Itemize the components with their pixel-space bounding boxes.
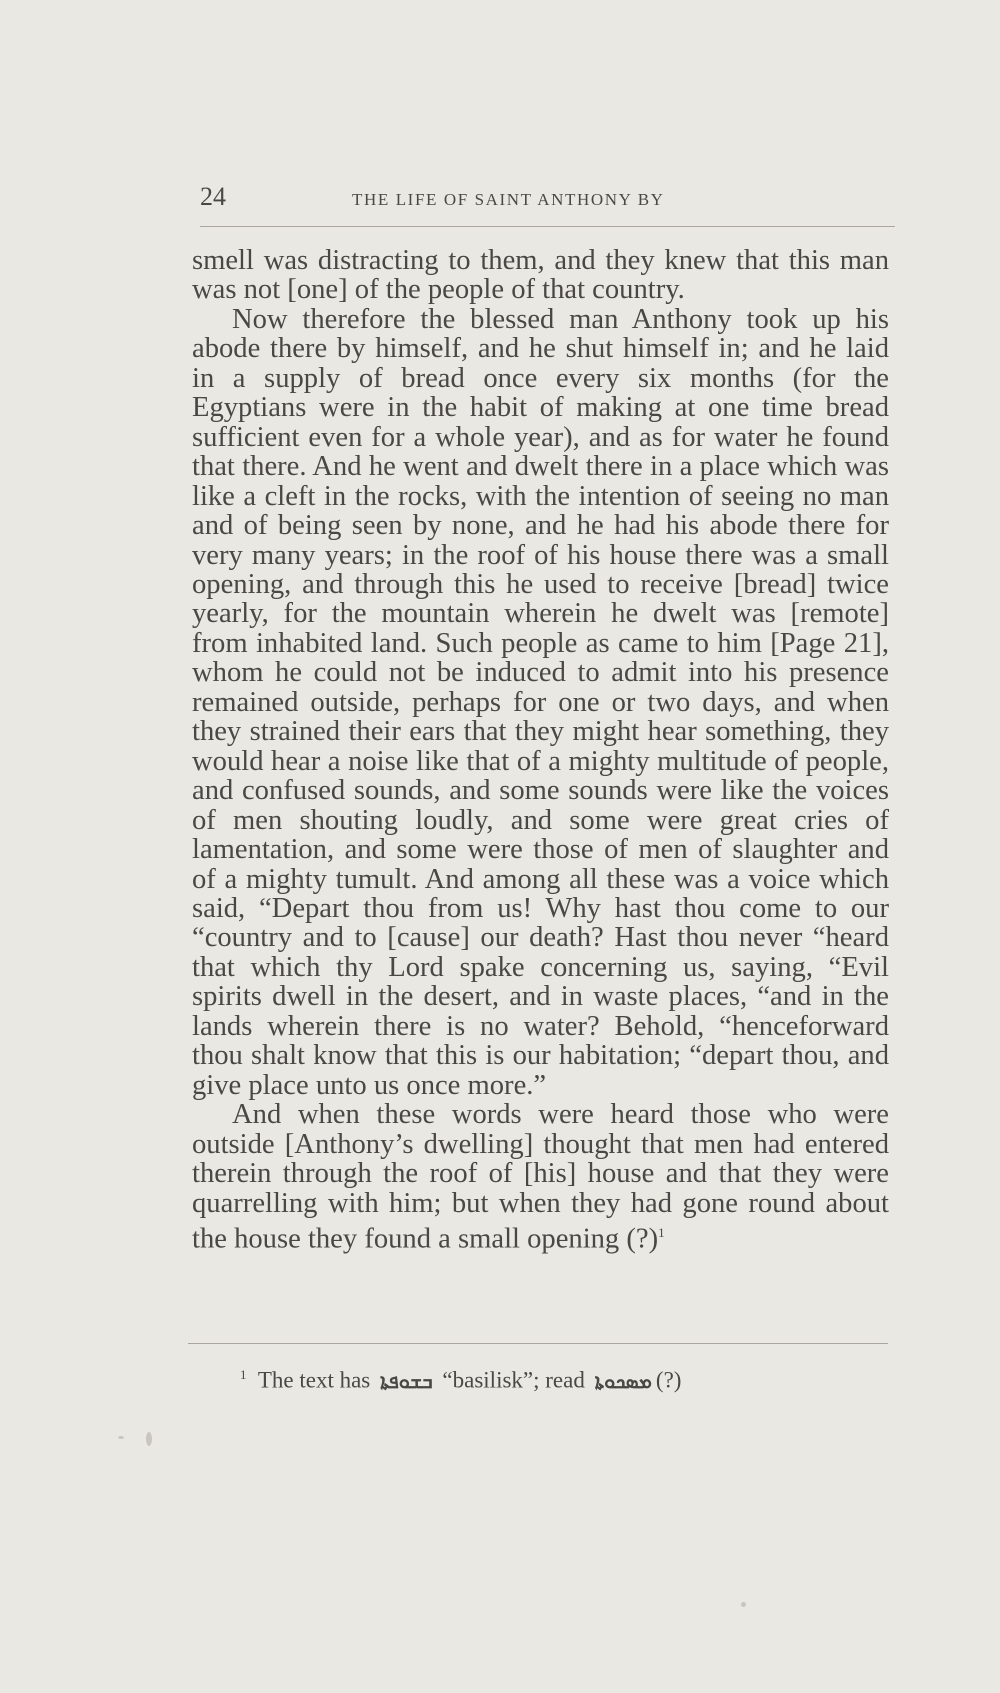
footnote-text: “basilisk”; read	[442, 1367, 585, 1393]
footnote-mark: 1	[240, 1367, 247, 1382]
paper-fleck	[118, 1436, 124, 1439]
paragraph: Now therefore the blessed man Anthony took up his abode there by himself, and he shut himself in; and he laid in a supply of bread once every six months (for the Egyptians were in the habit of making at one time bread sufficient even for a whole year), and as for water he found that there. And he went and dwelt there in a place which was like a cleft in the rocks, with the intention of seeing no man and of being seen by none, and he had his abode there for very many years; in the roof of his house there was a small opening, and through this he used to receive [bread] twice yearly, for the mountain wherein he dwelt was [remote] from inhabited land. Such people as came to him [Page 21], whom he could not be induced to admit into his presence remained outside, perhaps for one or two days, and when they strained their ears that they might hear something, they would hear a noise like that of a mighty multitude of people, and confused sounds, and some sounds were like the voices of men shouting loudly, and some were great cries of lamentation, and some were those of men of slaughter and of a mighty tumult. And among all these was a voice which said, “Depart thou from us! Why hast thou come to our “country and to [cause] our death? Hast thou never “heard that which thy Lord spake concerning us, saying, “Evil spirits dwell in the desert, and in waste places, “and in the lands wherein there is no water? Behold, “henceforward thou shalt know that this is our habitation; “depart thou, and give place unto us once more.”	[192, 303, 889, 1101]
running-head: THE LIFE OF SAINT ANTHONY BY	[352, 190, 665, 209]
paragraph-continued: smell was distracting to them, and they knew that this man was not [one] of the people of that country.	[192, 245, 889, 306]
paragraph-text: And when these words were heard those who were outside [Anthony’s dwelling] thought that men had entered therein through the roof of [his] house and that they were quarrelling with him; but when they had gone round about the house they found a small opening (?)	[192, 1099, 889, 1255]
show-through-mark	[310, 138, 340, 164]
footnote	[240, 1360, 880, 1396]
paper-fleck	[741, 1602, 746, 1607]
footnote-reference: 1	[658, 1224, 665, 1240]
page-header	[200, 182, 895, 227]
syriac-word: ܡܣܟܘܬܐ	[594, 1368, 652, 1393]
page-number: 24	[200, 182, 226, 211]
paragraph	[192, 1100, 889, 1254]
footnote-divider	[188, 1343, 888, 1344]
syriac-word: ܒܫܘܦܬܐ	[380, 1368, 433, 1393]
footnote-text: (?)	[655, 1367, 682, 1393]
body-text	[192, 246, 889, 1254]
footnote-text: The text has	[257, 1367, 371, 1393]
paper-fleck	[146, 1432, 152, 1446]
